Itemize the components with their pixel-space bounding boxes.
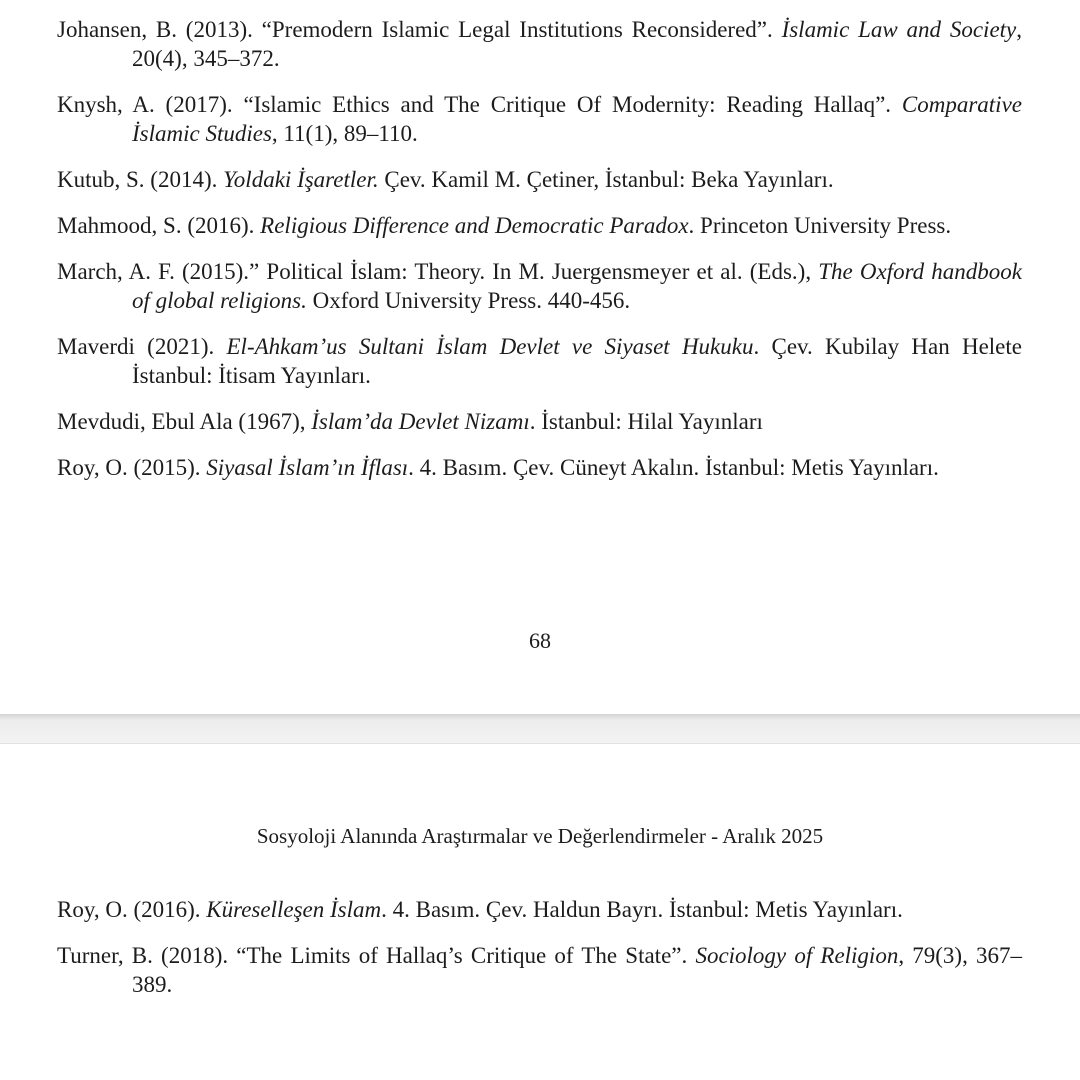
reference-entry: Mevdudi, Ebul Ala (1967), İslam’da Devlet Nizamı. İstanbul: Hilal Yayınları — [57, 409, 763, 434]
reference-entry: Knysh, A. (2017). “Islamic Ethics and The Critique Of Modernity: Reading Hallaq”. Comparative İslamic Studies, 11(1), 89–110. — [57, 92, 1022, 146]
reference-title: Religious Difference and Democratic Paradox — [260, 213, 689, 238]
reference-entry: March, A. F. (2015).” Political İslam: Theory. In M. Juergensmeyer et al. (Eds.), The Oxford handbook of global religions. Oxford University Press. 440-456. — [57, 259, 1023, 313]
reference-title: Siyasal İslam’ın İflası — [206, 455, 409, 480]
reference-title: Sociology of Religion — [695, 943, 899, 968]
reference-title: Küreselleşen İslam — [206, 897, 382, 922]
page-number: 68 — [529, 628, 551, 653]
reference-entry: Mahmood, S. (2016). Religious Difference and Democratic Paradox. Princeton University Press. — [57, 213, 952, 238]
reference-title: İslam’da Devlet Nizamı — [311, 409, 530, 434]
reference-title: İslamic Law and Society — [781, 17, 1017, 42]
reference-title: The Oxford handbook of global religions. — [132, 259, 1023, 313]
page-separator — [0, 714, 1080, 744]
reference-entry: Kutub, S. (2014). Yoldaki İşaretler. Çev. Kamil M. Çetiner, İstanbul: Beka Yayınları. — [57, 167, 834, 192]
reference-list — [57, 15, 1022, 499]
page-69 — [0, 744, 1080, 1080]
reference-entry: Turner, B. (2018). “The Limits of Hallaq’s Critique of The State”. Sociology of Religion, 79(3), 367–389. — [57, 943, 1023, 997]
reference-entry: Johansen, B. (2013). “Premodern Islamic Legal Institutions Reconsidered”. İslamic Law and Society, 20(4), 345–372. — [57, 17, 1022, 71]
reference-list — [57, 895, 1022, 1016]
reference-title: Comparative İslamic Studies — [132, 92, 1022, 146]
reference-entry: Maverdi (2021). El-Ahkam’us Sultani İslam Devlet ve Siyaset Hukuku. Çev. Kubilay Han Helete İstanbul: İtisam Yayınları. — [57, 334, 1022, 388]
reference-entry: Roy, O. (2016). Küreselleşen İslam. 4. Basım. Çev. Haldun Bayrı. İstanbul: Metis Yayınları. — [57, 897, 903, 922]
reference-title: Yoldaki İşaretler. — [223, 167, 379, 192]
running-header: Sosyoloji Alanında Araştırmalar ve Değerlendirmeler - Aralık 2025 — [256, 824, 824, 848]
reference-title: El-Ahkam’us Sultani İslam Devlet ve Siyaset Hukuku — [226, 334, 754, 359]
reference-entry: Roy, O. (2015). Siyasal İslam’ın İflası. 4. Basım. Çev. Cüneyt Akalın. İstanbul: Metis Yayınları. — [57, 455, 939, 480]
